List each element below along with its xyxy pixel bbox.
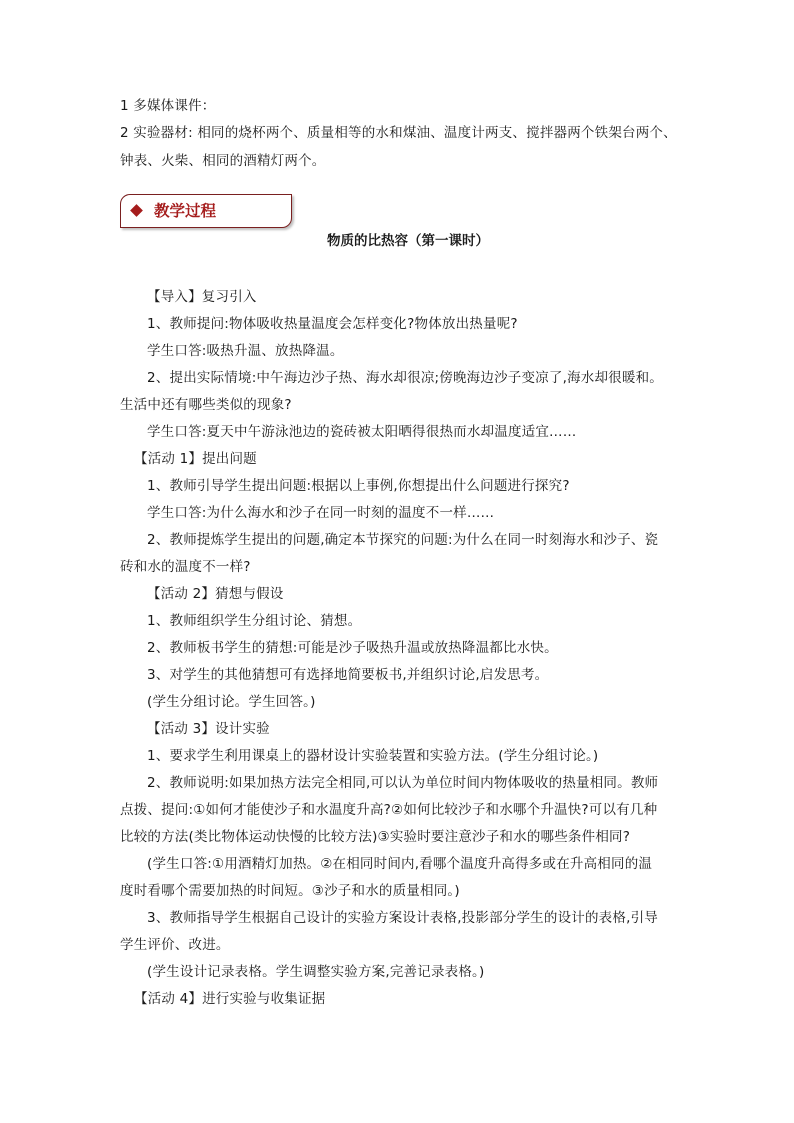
body-line: 【导入】复习引入 xyxy=(147,289,257,305)
body-line: 学生口答:为什么海水和沙子在同一时刻的温度不一样…… xyxy=(147,505,495,521)
body-line: 【活动 2】猜想与假设 xyxy=(147,586,284,602)
body-line: 比较的方法(类比物体运动快慢的比较方法)③实验时要注意沙子和水的哪些条件相同? xyxy=(120,829,631,845)
body-line: 学生口答:吸热升温、放热降温。 xyxy=(147,343,344,359)
body-line: 2、教师说明:如果加热方法完全相同,可以认为单位时间内物体吸收的热量相同。教师 xyxy=(147,775,659,791)
diamond-bullet-icon xyxy=(130,204,143,217)
body-line: (学生设计记录表格。学生调整实验方案,完善记录表格。) xyxy=(147,964,485,980)
materials-item-2-line-2: 钟表、火柴、相同的酒精灯两个。 xyxy=(120,153,326,169)
body-line: 【活动 3】设计实验 xyxy=(147,721,270,737)
body-line: 度时看哪个需要加热的时间短。③沙子和水的质量相同。) xyxy=(120,883,460,899)
lesson-title: 物质的比热容（第一课时） xyxy=(327,233,489,249)
materials-item-2-line-1: 2 实验器材: 相同的烧杯两个、质量相等的水和煤油、温度计两支、搅拌器两个铁架台两个、 xyxy=(120,125,677,141)
materials-item-1: 1 多媒体课件： xyxy=(120,98,216,114)
body-line: (学生口答:①用酒精灯加热。②在相同时间内,看哪个温度升高得多或在升高相同的温 xyxy=(147,856,653,872)
body-line: 点拨、提问:①如何才能使沙子和水温度升高?②如何比较沙子和水哪个升温快?可以有几种 xyxy=(120,802,658,818)
body-line: 2、教师板书学生的猜想:可能是沙子吸热升温或放热降温都比水快。 xyxy=(147,640,558,656)
body-line: 生活中还有哪些类似的现象? xyxy=(120,397,292,413)
section-heading: 教学过程 xyxy=(154,202,217,220)
body-line: 【活动 4】进行实验与收集证据 xyxy=(134,991,326,1007)
body-line: 砖和水的温度不一样? xyxy=(120,559,251,575)
body-line: (学生分组讨论。学生回答。) xyxy=(147,694,316,710)
body-line: 1、教师组织学生分组讨论、猜想。 xyxy=(147,613,362,629)
body-line: 2、提出实际情境:中午海边沙子热、海水却很凉;傍晚海边沙子变凉了,海水却很暖和。 xyxy=(147,370,663,386)
body-line: 3、教师指导学生根据自己设计的实验方案设计表格,投影部分学生的设计的表格,引导 xyxy=(147,910,658,926)
body-line: 学生口答:夏天中午游泳池边的瓷砖被太阳晒得很热而水却温度适宜…… xyxy=(147,424,577,440)
body-line: 1、教师提问:物体吸收热量温度会怎样变化?物体放出热量呢? xyxy=(147,316,518,332)
body-line: 1、要求学生利用课桌上的器材设计实验装置和实验方法。(学生分组讨论。) xyxy=(147,748,599,764)
body-line: 1、教师引导学生提出问题:根据以上事例,你想提出什么问题进行探究? xyxy=(147,478,570,494)
body-line: 【活动 1】提出问题 xyxy=(134,451,257,467)
section-heading-box xyxy=(120,194,292,228)
body-line: 3、对学生的其他猜想可有选择地简要板书,并组织讨论,启发思考。 xyxy=(147,667,549,683)
body-line: 学生评价、改进。 xyxy=(120,937,230,953)
body-line: 2、教师提炼学生提出的问题,确定本节探究的问题:为什么在同一时刻海水和沙子、瓷 xyxy=(147,532,659,548)
